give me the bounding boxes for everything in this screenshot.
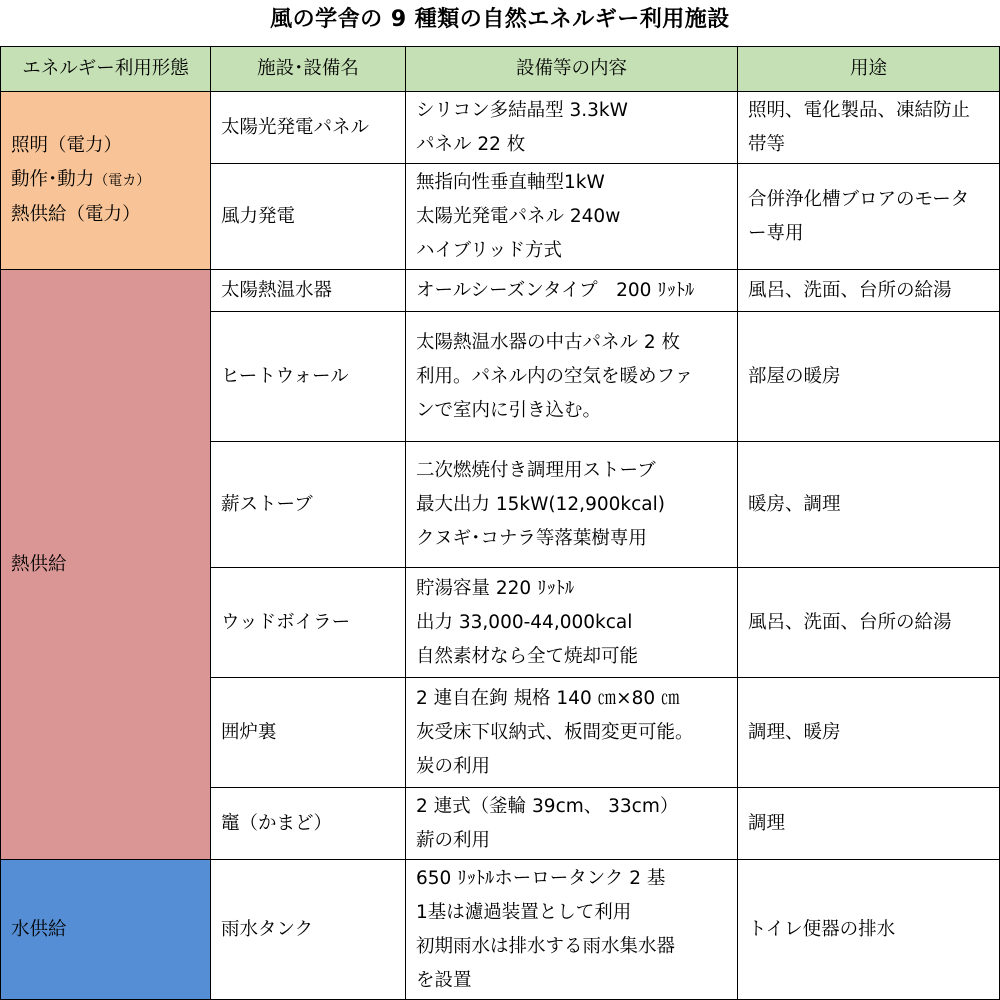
facility-name: 竈（かまど） <box>211 788 406 860</box>
facility-content: シリコン多結晶型 3.3kW パネル 22 枚 <box>406 92 738 164</box>
facility-name: ヒートウォール <box>211 312 406 442</box>
category-line: 熱供給（電力） <box>11 204 141 225</box>
facility-content: 無指向性垂直軸型1kW 太陽光発電パネル 240w ハイブリッド方式 <box>406 164 738 270</box>
facility-content: 650 ﾘｯﾄﾙホーロータンク 2 基 1基は濾過装置として利用 初期雨水は排水する雨水集水器 を設置 <box>406 860 738 1000</box>
header-facility-name: 施設･設備名 <box>211 47 406 92</box>
facility-use: 部屋の暖房 <box>738 312 1000 442</box>
facility-use: 暖房、調理 <box>738 442 1000 568</box>
header-row <box>1 47 1000 92</box>
facility-content: 貯湯容量 220 ﾘｯﾄﾙ 出力 33,000-44,000kcal 自然素材なら全て焼却可能 <box>406 568 738 678</box>
facility-name: 雨水タンク <box>211 860 406 1000</box>
facility-use: 照明、電化製品、凍結防止 帯等 <box>738 92 1000 164</box>
facility-name: 風力発電 <box>211 164 406 270</box>
facility-use: 調理 <box>738 788 1000 860</box>
facility-name: 薪ストーブ <box>211 442 406 568</box>
table-row <box>1 860 1000 1000</box>
facility-name: 太陽光発電パネル <box>211 92 406 164</box>
category-line: 動作･動力（電カ） <box>11 169 151 190</box>
facility-use: 風呂、洗面、台所の給湯 <box>738 568 1000 678</box>
header-content: 設備等の内容 <box>406 47 738 92</box>
facility-name: 囲炉裏 <box>211 678 406 788</box>
category-water: 水供給 <box>1 860 211 1000</box>
table-row <box>1 92 1000 164</box>
table-row <box>1 270 1000 312</box>
facility-content: オールシーズンタイプ 200 ﾘｯﾄﾙ <box>406 270 738 312</box>
facility-name: ウッドボイラー <box>211 568 406 678</box>
facility-content: 二次燃焼付き調理用ストーブ 最大出力 15kW(12,900kcal) クヌギ･コナラ等落葉樹専用 <box>406 442 738 568</box>
header-energy-form: エネルギー利用形態 <box>1 47 211 92</box>
facility-use: 調理、暖房 <box>738 678 1000 788</box>
category-power <box>1 92 211 270</box>
facility-use: トイレ便器の排水 <box>738 860 1000 1000</box>
category-heat: 熱供給 <box>1 270 211 860</box>
facility-name: 太陽熱温水器 <box>211 270 406 312</box>
facility-content: 2 連式（釜輪 39cm、 33cm） 薪の利用 <box>406 788 738 860</box>
facility-content: 2 連自在鉤 規格 140 ㎝×80 ㎝ 灰受床下収納式、板間変更可能。 炭の利用 <box>406 678 738 788</box>
facilities-table <box>0 46 1000 1000</box>
facility-use: 風呂、洗面、台所の給湯 <box>738 270 1000 312</box>
facility-content: 太陽熱温水器の中古パネル 2 枚 利用。パネル内の空気を暖めファ ンで室内に引き込む。 <box>406 312 738 442</box>
facility-use: 合併浄化槽ブロアのモータ ー専用 <box>738 164 1000 270</box>
page-title: 風の学舎の 9 種類の自然エネルギー利用施設 <box>270 7 730 32</box>
category-line: 照明（電力） <box>11 135 123 156</box>
header-use: 用途 <box>738 47 1000 92</box>
